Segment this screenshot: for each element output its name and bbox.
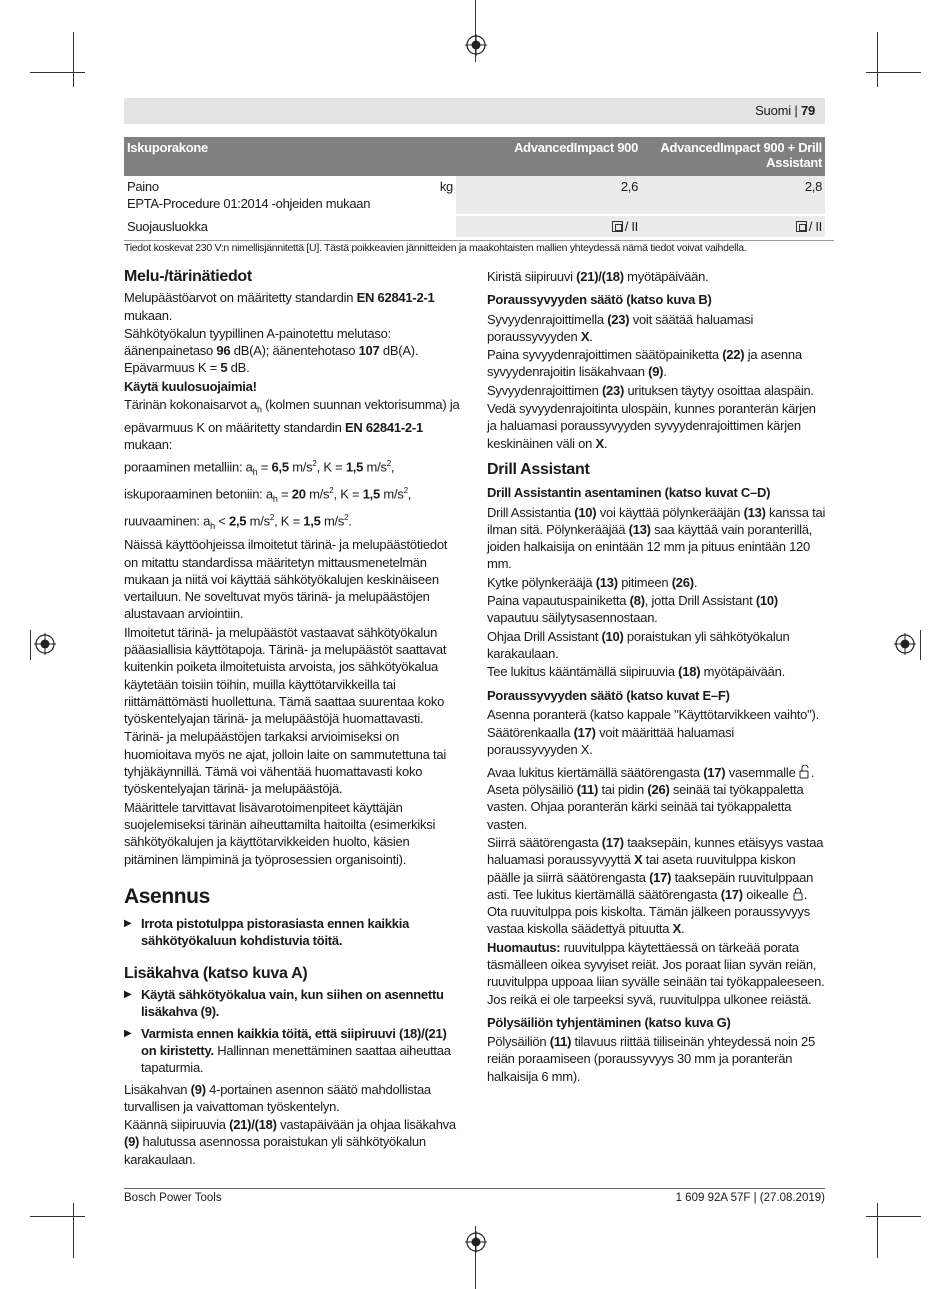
paragraph: Näissä käyttöohjeissa ilmoitetut tärinä- ja melupäästötiedot on mitattu standardissa määritetyn mittausmenetelmän mukaan ja niitä voi käyttää sähkötyökalujen keskinäiseen vertailuun. Ne soveltuvat myös tärinä- ja melupäästöjen alustavaan arviointiin.: [124, 537, 448, 622]
right-column: [487, 268, 827, 1086]
paragraph: Tärinä- ja melupäästöjen tarkaksi arvioimiseksi on huomioitava myös ne ajat, jolloin laite on sammutettuna tai tyhjäkäynnillä. Tämä voi vähentää huomattavasti koko työskentelyajan tärinä- ja melupäästöjä.: [124, 729, 446, 797]
paragraph: Käännä siipiruuvia (21)/(18) vastapäivään ja ohjaa lisäkahva (9) halutussa asennossa poraistukan yli sähkötyökalun karakaulaan.: [124, 1117, 456, 1167]
table-header: AdvancedImpact 900 + Drill Assistant: [641, 137, 825, 176]
crop-mark: [877, 1203, 878, 1258]
crop-mark: [30, 630, 31, 660]
paragraph: Säätörenkaalla (17) voit määrittää haluamasi poraussyvyyden X.: [487, 725, 734, 758]
crop-mark: [920, 630, 921, 660]
table-cell-label: Suojausluokka: [124, 215, 400, 237]
paragraph: Tee lukitus kääntämällä siipiruuvia (18) myötäpäivään.: [487, 664, 785, 680]
table-note: Tiedot koskevat 230 V:n nimellisjännitettä [U]. Tästä poikkeavien jännitteiden ja maakohtaisten mallien yhteydessä nämä tiedot voivat vaihdella.: [124, 240, 834, 254]
subsection-heading: Poraussyvyyden säätö (katso kuva B): [487, 292, 712, 308]
crop-mark: [73, 1203, 74, 1258]
paragraph: Sähkötyökalun tyypillinen A-painotettu melutaso: äänenpainetaso 96 dB(A); äänentehotaso 107 dB(A). Epävarmuus K = 5 dB.: [124, 325, 419, 376]
class-ii-icon: [796, 221, 807, 232]
left-column: [124, 266, 462, 1169]
paragraph: Paina vapautuspainiketta (8), jotta Drill Assistant (10) vapautuu säilytysasennostaan.: [487, 593, 778, 626]
paragraph: Määrittele tarvittavat lisävarotoimenpiteet käyttäjän suojelemiseksi tärinän aiheuttamilta haitoilta (esimerkiksi sähkötyökalujen ja käyttötarvikkeiden huolto, käsien pitäminen lämpiminä ja työprosessien organisointi).: [124, 799, 436, 867]
table-row: [124, 215, 825, 237]
safety-bullet: ▶ Irrota pistotulppa pistorasiasta ennen kaikkia sähkötyökaluun kohdistuvia töitä.: [124, 915, 462, 950]
table-header: [400, 137, 456, 176]
page-header: [124, 98, 825, 124]
header-page-number: Suomi | 79: [755, 103, 815, 118]
safety-bullet: ▶ Varmista ennen kaikkia töitä, että siipiruuvi (18)/(21) on kiristetty. Hallinnan menettäminen saattaa aiheuttaa tapaturmia.: [124, 1025, 462, 1077]
crop-mark: [30, 72, 85, 73]
paragraph: Paina syvyydenrajoittimen säätöpainiketta (22) ja asenna syvyydenrajoitin lisäkahvaan (9).: [487, 347, 802, 380]
table-cell-unit: kg: [400, 176, 456, 215]
crop-mark: [30, 1216, 85, 1217]
paragraph: Syvyydenrajoittimella (23) voit säätää haluamasi poraussyvyyden X.: [487, 311, 754, 344]
crop-mark: [866, 72, 921, 73]
table-cell-value: 2,8: [641, 176, 825, 215]
table-header-row: [124, 137, 825, 176]
footer-divider: [124, 1188, 825, 1189]
paragraph: Huomautus: ruuvitulppa käytettäessä on tärkeää porata täsmälleen oikea syvyiset reiät. Jos poraat liian syvän reiän, ruuvitulppa uppoaa liian syvälle seinään tai työkappaleeseen. Jos reikä ei ole tarpeeksi syvä, ruuvitulppa ulkonee reiästä.: [487, 939, 825, 1007]
vibration-value: ruuvaaminen: $a_h < 2,5$ $m/s^2$, K = 1,5 $m/s^2$.: [124, 513, 352, 531]
section-heading: Melu-/tärinätiedot: [124, 268, 252, 285]
table-cell-value: / II: [456, 215, 641, 237]
paragraph: Melupäästöarvot on määritetty standardin EN 62841-2-1 mukaan.: [124, 290, 435, 323]
footer-publisher: Bosch Power Tools: [124, 1192, 222, 1204]
registration-mark-icon: [465, 1231, 487, 1253]
lock-icon: [792, 887, 804, 901]
paragraph: Vedä syvyydenrajoitinta ulospäin, kunnes poranterän kärjen ja haluamasi poraussyvyyden syvyydenrajoittimen kärjen keskinäinen väli on X.: [487, 401, 816, 451]
paragraph: Ilmoitetut tärinä- ja melupäästöt vastaavat sähkötyökalun pääasiallisia käyttötapoja. Tärinä- ja melupäästöt saattavat kuitenkin poiketa ilmoitetuista arvoista, jos sähkötyökalua käytetään toisiin töihin, muilla käyttötarvikkeilla tai riittämättömästi huollettuna. Tämä saattaa suurentaa koko työskentelyajan tärinä- ja melupäästöjä huomattavasti.: [124, 624, 447, 727]
subsection-heading: Drill Assistantin asentaminen (katso kuvat C–D): [487, 485, 771, 501]
paragraph: Pölysäiliön (11) tilavuus riittää tiiliseinän yhteydessä noin 25 reiän poraamiseen (poraussyvyys 30 mm ja poranterän halkaisija 6 mm).: [487, 1034, 815, 1084]
crop-mark: [73, 32, 74, 87]
section-heading: Drill Assistant: [487, 460, 590, 478]
warning-text: Käytä kuulosuojaimia!: [124, 378, 257, 394]
crop-mark: [866, 1216, 921, 1217]
class-ii-icon: [612, 221, 623, 232]
table-row: [124, 176, 825, 215]
table-cell-value: / II: [641, 215, 825, 237]
vibration-value: iskuporaaminen betoniin: $a_h = 20$ $m/s^2$, K = 1,5 $m/s^2$,: [124, 485, 412, 504]
table-cell-unit: [400, 215, 456, 237]
vibration-value: poraaminen metalliin: $a_h = 6,5$ $m/s^2$, K = 1,5 $m/s^2$,: [124, 458, 395, 477]
registration-mark-icon: [34, 633, 56, 655]
subsection-heading: Pölysäiliön tyhjentäminen (katso kuva G): [487, 1014, 731, 1030]
crop-mark: [877, 32, 878, 87]
paragraph: Kytke pölynkerääjä (13) pitimeen (26).: [487, 574, 698, 590]
paragraph: Tärinän kokonaisarvot $a_h$ (kolmen suunnan vektorisumma) ja epävarmuus K on määritetty standardin EN 62841-2-1 mukaan:: [124, 397, 460, 453]
spec-table: [124, 137, 825, 237]
registration-mark-icon: [894, 633, 916, 655]
paragraph: Kiristä siipiruuvi (21)/(18) myötäpäivään.: [487, 269, 709, 284]
paragraph: Asenna poranterä (katso kappale "Käyttötarvikkeen vaihto").: [487, 706, 819, 722]
footer-doc-number: 1 609 92A 57F | (27.08.2019): [675, 1192, 825, 1204]
section-heading: Lisäkahva (katso kuva A): [124, 964, 308, 982]
safety-bullet: ▶ Käytä sähkötyökalua vain, kun siihen on asennettu lisäkahva (9).: [124, 986, 462, 1021]
subsection-heading: Poraussyvyyden säätö (katso kuvat E–F): [487, 687, 730, 703]
paragraph: Drill Assistantia (10) voi käyttää pölynkerääjän (13) kanssa tai ilman sitä. Pölynkerääjää (13) saa käyttää vain poranterillä, joiden halkaisija on enintään 12 mm ja pituus enintään 120 mm.: [487, 504, 826, 572]
paragraph: Ohjaa Drill Assistant (10) poraistukan yli sähkötyökalun karakaulaan.: [487, 628, 790, 661]
unlock-icon: [799, 765, 811, 779]
paragraph: Siirrä säätörengasta (17) taaksepäin, kunnes etäisyys vastaa haluamasi poraussyvyyttä X tai aseta ruuvitulppa kiskon päälle ja siirrä säätörengasta (17) taaksepäin ruuvitulppaan asti. Tee lukitus kiertämällä säätörengasta (17) oikealle . Ota ruuvitulppa pois kiskolta. Tämän jälkeen poraussyvyys vastaa kiskolla säädettyä pituutta X.: [487, 834, 824, 937]
chapter-heading: Asennus: [124, 884, 210, 908]
paragraph: Syvyydenrajoittimen (23) urituksen täytyy osoittaa alaspäin.: [487, 382, 814, 398]
table-cell-label: Paino EPTA-Procedure 01:2014 -ohjeiden mukaan: [124, 176, 400, 215]
registration-mark-icon: [465, 34, 487, 56]
table-header: Iskuporakone: [124, 137, 400, 176]
table-cell-value: 2,6: [456, 176, 641, 215]
table-header: AdvancedImpact 900: [456, 137, 641, 176]
paragraph: Lisäkahvan (9) 4-portainen asennon säätö mahdollistaa turvallisen ja vaivattoman työskentelyn.: [124, 1081, 431, 1114]
paragraph: Avaa lukitus kiertämällä säätörengasta (17) vasemmalle . Aseta pölysäiliö (11) tai pidin (26) seinää tai työkappaletta vasten. Ohjaa poranterän kärki seinää tai työkappaletta vasten.: [487, 764, 815, 832]
